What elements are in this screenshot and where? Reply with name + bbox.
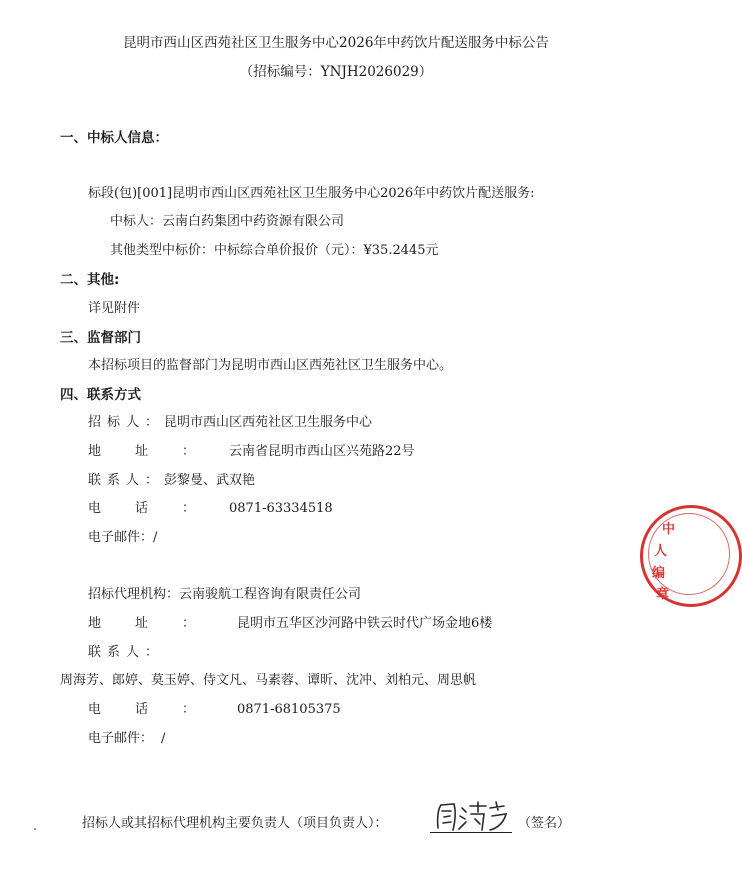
tenderer-contact-line bbox=[88, 472, 255, 490]
tenderer-phone-label: 电话： bbox=[88, 501, 230, 516]
section-heading-contact: 四、联系方式 bbox=[60, 387, 141, 403]
tender-number: （招标编号：YNJH2026029） bbox=[239, 64, 433, 80]
agency-phone-line bbox=[88, 701, 341, 719]
tenderer-name: 昆明市西山区西苑社区卫生服务中心 bbox=[164, 415, 373, 430]
agency-label: 招标代理机构： bbox=[88, 587, 180, 602]
price-label: 其他类型中标价： bbox=[110, 243, 215, 258]
agency-contact-label-line bbox=[88, 644, 164, 662]
agency-phone-label: 电话： bbox=[88, 702, 230, 717]
handwritten-signature bbox=[432, 800, 514, 834]
sign-suffix: （签名） bbox=[518, 816, 571, 831]
section-heading-supervision: 三、监督部门 bbox=[60, 330, 141, 346]
price-line bbox=[110, 242, 439, 260]
signature-underline bbox=[430, 832, 512, 833]
scan-speck bbox=[34, 828, 36, 830]
tenderer-phone: 0871-63334518 bbox=[229, 501, 333, 516]
agency-name: 云南骏航工程咨询有限责任公司 bbox=[179, 587, 362, 602]
agency-email-line bbox=[88, 730, 165, 748]
winner-line bbox=[110, 213, 344, 231]
lot-description: 标段(包)[001]昆明市西山区西苑社区卫生服务中心2026年中药饮片配送服务: bbox=[88, 186, 535, 201]
agency-contact: 周海芳、郎婷、莫玉婷、侍文凡、马素蓉、谭昕、沈冲、刘柏元、周思帆 bbox=[60, 673, 477, 688]
agency-contact-label: 联系人： bbox=[88, 645, 165, 660]
seal-char-4: 章 bbox=[656, 587, 670, 602]
signer-label: 招标人或其招标代理机构主要负责人（项目负责人）： bbox=[82, 816, 388, 831]
agency-email: / bbox=[161, 731, 166, 746]
tenderer-phone-line bbox=[88, 500, 333, 518]
agency-line bbox=[88, 586, 361, 604]
agency-address: 昆明市五华区沙河路中铁云时代广场金地6楼 bbox=[237, 616, 493, 631]
seal-char-1: 中 bbox=[662, 522, 676, 537]
tenderer-address-line bbox=[88, 443, 415, 461]
winner-name: 云南白药集团中药资源有限公司 bbox=[162, 214, 345, 229]
tenderer-email-label: 电子邮件： bbox=[88, 530, 154, 545]
seal-char-2: 人 bbox=[654, 544, 668, 559]
tenderer-contact-label: 联系人： bbox=[88, 473, 165, 488]
tenderer-email-line bbox=[88, 529, 157, 547]
price-value: 中标综合单价报价（元）：¥35.2445元 bbox=[214, 243, 439, 258]
seal-char-3: 编 bbox=[652, 566, 666, 581]
tenderer-address-label: 地址： bbox=[88, 444, 230, 459]
document-title: 昆明市西山区西苑社区卫生服务中心2026年中药饮片配送服务中标公告 bbox=[123, 35, 549, 51]
other-body: 详见附件 bbox=[88, 301, 141, 316]
section-heading-other: 二、其他: bbox=[60, 272, 120, 288]
section-heading-winner: 一、中标人信息： bbox=[60, 130, 168, 146]
supervision-body: 本招标项目的监督部门为昆明市西山区西苑社区卫生服务中心。 bbox=[88, 358, 453, 373]
winner-label: 中标人： bbox=[110, 214, 163, 229]
agency-address-line bbox=[88, 615, 492, 633]
agency-email-label: 电子邮件： bbox=[88, 731, 154, 746]
tenderer-line bbox=[88, 414, 372, 432]
tenderer-contact: 彭黎曼、武双艳 bbox=[164, 473, 256, 488]
agency-address-label: 地址： bbox=[88, 616, 230, 631]
tenderer-address: 云南省昆明市西山区兴苑路22号 bbox=[229, 444, 415, 459]
agency-phone: 0871-68105375 bbox=[237, 702, 341, 717]
tenderer-label: 招标人： bbox=[88, 415, 165, 430]
tenderer-email: / bbox=[153, 530, 158, 545]
